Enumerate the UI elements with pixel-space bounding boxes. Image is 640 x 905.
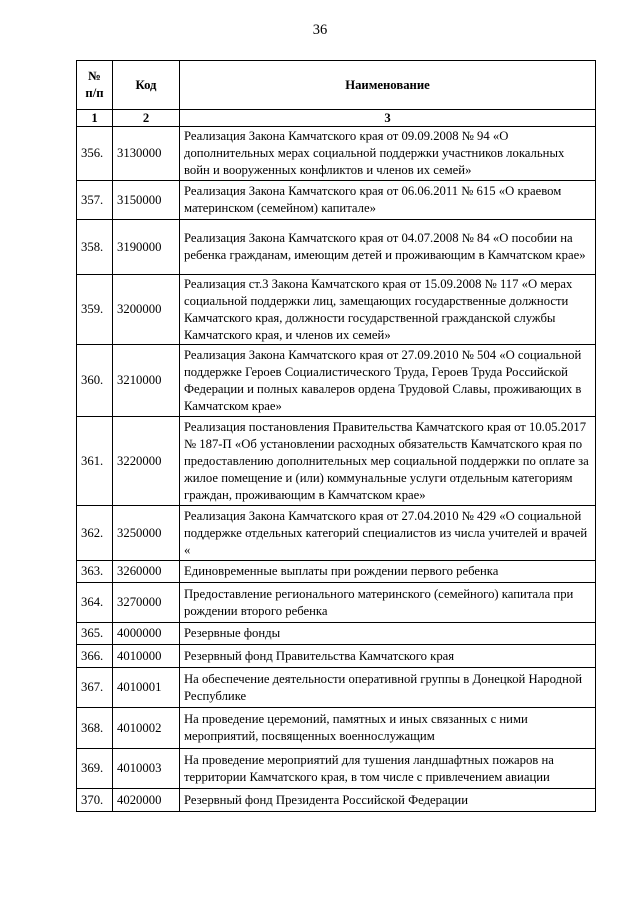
row-name: Реализация Закона Камчатского края от 27.09.2010 № 504 «О социальной поддержке Героев Социалистического Труда, Героев Труда Российской Федерации и полных кавалеров ордена Трудовой Славы, проживающих в Камчатском крае» <box>180 345 596 417</box>
row-code: 4010003 <box>113 749 180 789</box>
table-header-row <box>77 61 596 110</box>
row-code: 3220000 <box>113 417 180 506</box>
table-row <box>77 668 596 708</box>
header-num <box>77 61 113 110</box>
row-number: 361. <box>77 417 113 506</box>
row-number: 368. <box>77 708 113 749</box>
row-number: 358. <box>77 220 113 275</box>
table-row <box>77 583 596 623</box>
table-row <box>77 789 596 812</box>
row-code: 3210000 <box>113 345 180 417</box>
row-name: На проведение мероприятий для тушения ландшафтных пожаров на территории Камчатского края, в том числе с привлечением авиации <box>180 749 596 789</box>
budget-classification-table <box>76 60 596 812</box>
table-row <box>77 275 596 345</box>
row-code: 3200000 <box>113 275 180 345</box>
row-name: Реализация Закона Камчатского края от 04.07.2008 № 84 «О пособии на ребенка гражданам, имеющим детей и проживающим в Камчатском крае» <box>180 220 596 275</box>
column-index-row <box>77 110 596 127</box>
table-row <box>77 645 596 668</box>
row-number: 359. <box>77 275 113 345</box>
row-name: Реализация Закона Камчатского края от 06.06.2011 № 615 «О краевом материнском (семейном) капитале» <box>180 181 596 220</box>
table-row <box>77 127 596 181</box>
table-row <box>77 345 596 417</box>
table-row <box>77 506 596 561</box>
row-code: 3130000 <box>113 127 180 181</box>
header-code: Код <box>113 61 180 110</box>
row-name: На обеспечение деятельности оперативной группы в Донецкой Народной Республике <box>180 668 596 708</box>
row-code: 3190000 <box>113 220 180 275</box>
row-number: 362. <box>77 506 113 561</box>
row-code: 4010001 <box>113 668 180 708</box>
header-name: Наименование <box>180 61 596 110</box>
row-code: 4010002 <box>113 708 180 749</box>
row-name: На проведение церемоний, памятных и иных связанных с ними мероприятий, посвященных военнослужащим <box>180 708 596 749</box>
page-number: 36 <box>312 22 328 38</box>
row-number: 364. <box>77 583 113 623</box>
row-number: 367. <box>77 668 113 708</box>
table-row <box>77 417 596 506</box>
row-number: 356. <box>77 127 113 181</box>
row-number: 369. <box>77 749 113 789</box>
row-code: 3260000 <box>113 561 180 583</box>
row-name: Предоставление регионального материнского (семейного) капитала при рождении второго ребенка <box>180 583 596 623</box>
table-row <box>77 749 596 789</box>
row-number: 357. <box>77 181 113 220</box>
row-code: 4020000 <box>113 789 180 812</box>
row-name: Реализация постановления Правительства Камчатского края от 10.05.2017 № 187-П «Об установлении расходных обязательств Камчатского края по предоставлению дополнительных мер социальной поддержки по оплате за жилое помещение и (или) коммунальные услуги отдельным категориям граждан, проживающим в Камчатском крае» <box>180 417 596 506</box>
table-row <box>77 708 596 749</box>
row-number: 360. <box>77 345 113 417</box>
table-row <box>77 181 596 220</box>
row-number: 366. <box>77 645 113 668</box>
row-number: 365. <box>77 623 113 645</box>
row-name: Реализация Закона Камчатского края от 27.04.2010 № 429 «О социальной поддержке отдельных категорий специалистов из числа учителей и врачей « <box>180 506 596 561</box>
row-code: 3150000 <box>113 181 180 220</box>
row-name: Реализация Закона Камчатского края от 09.09.2008 № 94 «О дополнительных мерах социальной поддержки участников локальных войн и вооруженных конфликтов и членов их семей» <box>180 127 596 181</box>
row-name: Единовременные выплаты при рождении первого ребенка <box>180 561 596 583</box>
table-row <box>77 220 596 275</box>
row-code: 3270000 <box>113 583 180 623</box>
column-index: 2 <box>113 110 180 127</box>
row-code: 3250000 <box>113 506 180 561</box>
row-name: Резервные фонды <box>180 623 596 645</box>
row-code: 4000000 <box>113 623 180 645</box>
table-row <box>77 623 596 645</box>
row-code: 4010000 <box>113 645 180 668</box>
row-number: 370. <box>77 789 113 812</box>
row-name: Резервный фонд Правительства Камчатского края <box>180 645 596 668</box>
header-num-label: № п/п <box>85 69 104 100</box>
column-index: 1 <box>77 110 113 127</box>
column-index: 3 <box>180 110 596 127</box>
row-name: Реализация ст.3 Закона Камчатского края от 15.09.2008 № 117 «О мерах социальной поддержки лиц, замещающих государственные должности Камчатского края, должности государственной гражданской службы Камчатского края, и членов их семей» <box>180 275 596 345</box>
row-number: 363. <box>77 561 113 583</box>
row-name: Резервный фонд Президента Российской Федерации <box>180 789 596 812</box>
table-row <box>77 561 596 583</box>
